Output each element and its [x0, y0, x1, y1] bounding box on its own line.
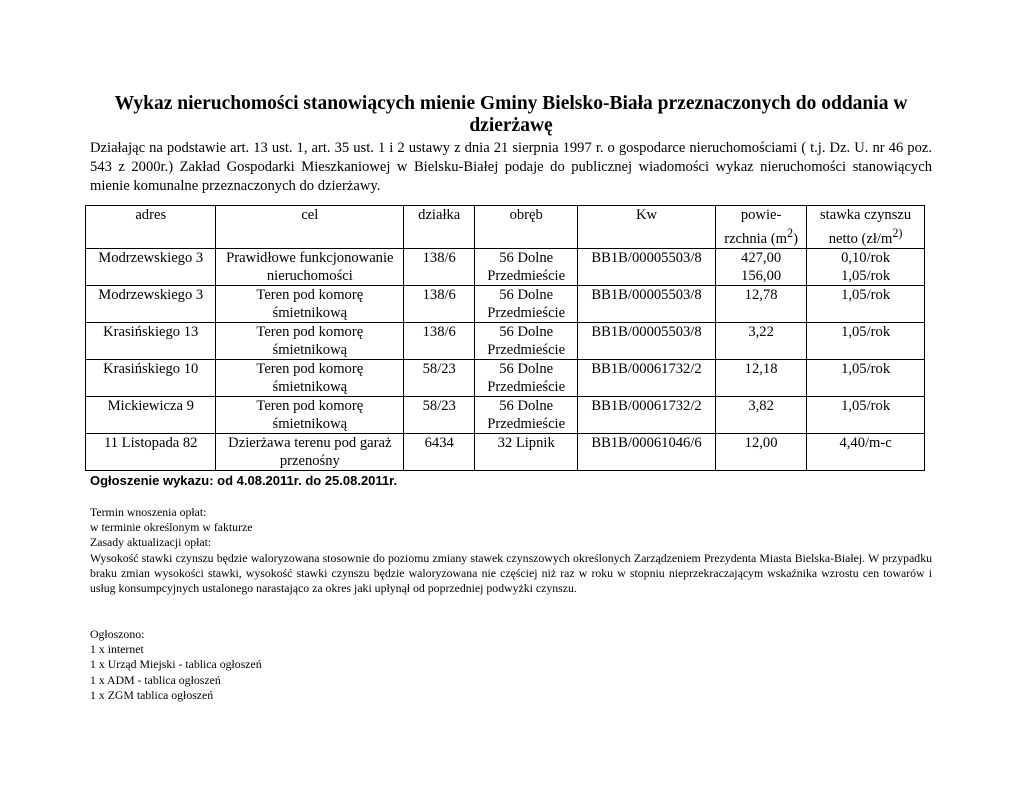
cell-dzialka: 58/23 — [404, 359, 475, 396]
cell-cel-line: śmietnikową — [272, 415, 348, 432]
cell-kw: BB1B/00005503/8 — [578, 322, 716, 359]
intro-paragraph: Działając na podstawie art. 13 ust. 1, art. 35 ust. 1 i 2 ustawy z dnia 21 sierpnia 1997 r. o gospodarce nieruchomościami ( t.j. Dz. U. nr 46 poz. 543 z 2000r.) Zakład Gospodarki Mieszkaniowej w Bielsku-Białej podaje do publicznej wiadomości wykaz nieruchomości stanowiących mienie komunalne przeznaczonych do dzierżawy. — [90, 140, 932, 194]
cell-cel-line: Teren pod komorę — [256, 397, 364, 414]
posted-list — [90, 627, 932, 703]
cell-obreb-line: 56 Dolne — [499, 397, 554, 414]
cell-cel-line: Prawidłowe funkcjonowanie — [226, 249, 394, 266]
table-body — [86, 248, 925, 470]
cell-powierzchnia — [716, 322, 807, 359]
header-powierzchnia-text: rzchnia (m — [724, 230, 788, 247]
cell-cel-line: śmietnikową — [272, 341, 348, 358]
table-row — [86, 396, 925, 433]
cell-obreb — [475, 396, 578, 433]
cell-stawka — [807, 285, 925, 322]
header-cel: cel — [216, 206, 404, 249]
cell-cel-line: Dzierżawa terenu pod garaż — [228, 434, 392, 451]
cell-kw: BB1B/00005503/8 — [578, 285, 716, 322]
cell-obreb-line: Przedmieście — [487, 415, 566, 432]
header-kw: Kw — [578, 206, 716, 249]
cell-stawka-line: 1,05/rok — [841, 360, 891, 377]
cell-dzialka: 138/6 — [404, 248, 475, 285]
cell-cel-line: śmietnikową — [272, 304, 348, 321]
cell-stawka-line: 0,10/rok — [841, 249, 891, 266]
cell-dzialka: 6434 — [404, 433, 475, 470]
cell-powierzchnia-line: 427,00 — [741, 249, 782, 266]
cell-stawka — [807, 359, 925, 396]
table-row — [86, 433, 925, 470]
cell-cel-line: Teren pod komorę — [256, 360, 364, 377]
cell-stawka-line: 1,05/rok — [841, 267, 891, 284]
cell-obreb-line: 56 Dolne — [499, 286, 554, 303]
posted-item: 1 x ZGM tablica ogłoszeń — [90, 687, 214, 702]
header-obreb: obręb — [475, 206, 578, 249]
cell-cel-line: śmietnikową — [272, 378, 348, 395]
cell-cel-line: Teren pod komorę — [256, 286, 364, 303]
cell-obreb — [475, 322, 578, 359]
cell-kw: BB1B/00061732/2 — [578, 359, 716, 396]
cell-stawka — [807, 396, 925, 433]
cell-powierzchnia — [716, 248, 807, 285]
posted-label: Ogłoszono: — [90, 626, 145, 641]
page-title: Wykaz nieruchomości stanowiących mienie Gminy Bielsko-Biała przeznaczonych do oddania w dzierżawę — [114, 93, 908, 136]
cell-powierzchnia-line: 3,82 — [748, 397, 774, 414]
cell-obreb-line: 32 Lipnik — [497, 434, 555, 451]
cell-stawka-line: 1,05/rok — [841, 286, 891, 303]
cell-obreb — [475, 285, 578, 322]
property-table — [85, 205, 925, 471]
cell-cel — [216, 396, 404, 433]
cell-powierzchnia-line: 12,00 — [744, 434, 778, 451]
cell-adres: Krasińskiego 10 — [86, 359, 216, 396]
cell-obreb — [475, 248, 578, 285]
cell-powierzchnia-line: 3,22 — [748, 323, 774, 340]
header-stawka-text: netto (zł/m — [828, 230, 893, 247]
cell-kw: BB1B/00061732/2 — [578, 396, 716, 433]
cell-dzialka: 138/6 — [404, 285, 475, 322]
cell-cel — [216, 322, 404, 359]
cell-powierzchnia-line: 12,78 — [744, 286, 778, 303]
table-row — [86, 322, 925, 359]
cell-stawka-line: 1,05/rok — [841, 397, 891, 414]
cell-dzialka: 58/23 — [404, 396, 475, 433]
cell-adres: Krasińskiego 13 — [86, 322, 216, 359]
cell-cel-line: przenośny — [279, 452, 340, 469]
cell-stawka — [807, 322, 925, 359]
table-row — [86, 359, 925, 396]
header-powierzchnia-line2 — [718, 224, 804, 248]
posted-item: 1 x ADM - tablica ogłoszeń — [90, 672, 221, 687]
cell-obreb-line: Przedmieście — [487, 267, 566, 284]
cell-powierzchnia — [716, 433, 807, 470]
cell-obreb-line: 56 Dolne — [499, 249, 554, 266]
update-rules-text: Wysokość stawki czynszu będzie waloryzowana stosownie do poziomu zmiany stawek czynszowych określonych Zarządzeniem Prezydenta Miasta Bielska-Białej. W przypadku braku zmian wysokości stawki, wysokość stawki czynszu będzie waloryzowana nie częściej niż raz w roku w stopniu nieprzekraczającym wskaźnika wzrostu cen towarów i usług konsumpcyjnych ustalonego narastająco za okres jaki upłynął od poprzedniej podwyżki czynszu. — [90, 550, 932, 596]
header-stawka-line2 — [809, 224, 922, 248]
cell-obreb-line: Przedmieście — [487, 304, 566, 321]
cell-powierzchnia — [716, 285, 807, 322]
cell-obreb — [475, 433, 578, 470]
cell-obreb — [475, 359, 578, 396]
cell-cel-line: Teren pod komorę — [256, 323, 364, 340]
header-stawka — [807, 206, 925, 249]
cell-cel — [216, 248, 404, 285]
header-powierzchnia — [716, 206, 807, 249]
header-powierzchnia-close: ) — [793, 230, 798, 247]
cell-adres: Mickiewicza 9 — [86, 396, 216, 433]
cell-powierzchnia-line: 156,00 — [741, 267, 782, 284]
cell-adres: 11 Listopada 82 — [86, 433, 216, 470]
header-powierzchnia-sup: 2 — [787, 226, 794, 240]
update-rules-label: Zasady aktualizacji opłat: — [90, 535, 212, 550]
cell-cel — [216, 433, 404, 470]
cell-stawka-line: 4,40/m-c — [839, 434, 892, 451]
cell-stawka-line: 1,05/rok — [841, 323, 891, 340]
cell-adres: Modrzewskiego 3 — [86, 285, 216, 322]
cell-powierzchnia — [716, 396, 807, 433]
cell-powierzchnia-line: 12,18 — [744, 360, 778, 377]
cell-kw: BB1B/00061046/6 — [578, 433, 716, 470]
cell-obreb-line: 56 Dolne — [499, 323, 554, 340]
header-stawka-line1: stawka czynszu — [820, 207, 912, 223]
table-header-row — [86, 206, 925, 249]
cell-kw: BB1B/00005503/8 — [578, 248, 716, 285]
posted-item: 1 x Urząd Miejski - tablica ogłoszeń — [90, 657, 262, 672]
payment-deadline-label: Termin wnoszenia opłat: — [90, 504, 207, 519]
header-adres: adres — [86, 206, 216, 249]
cell-dzialka: 138/6 — [404, 322, 475, 359]
cell-obreb-line: Przedmieście — [487, 378, 566, 395]
cell-cel — [216, 359, 404, 396]
table-row — [86, 248, 925, 285]
cell-obreb-line: 56 Dolne — [499, 360, 554, 377]
header-dzialka: działka — [404, 206, 475, 249]
cell-obreb-line: Przedmieście — [487, 341, 566, 358]
cell-cel-line: nieruchomości — [266, 267, 353, 284]
cell-cel — [216, 285, 404, 322]
header-stawka-sup: 2) — [892, 226, 903, 240]
cell-adres: Modrzewskiego 3 — [86, 248, 216, 285]
cell-powierzchnia — [716, 359, 807, 396]
table-row — [86, 285, 925, 322]
document-page — [90, 93, 932, 703]
payment-terms — [90, 505, 932, 597]
cell-stawka — [807, 248, 925, 285]
announcement-period: Ogłoszenie wykazu: od 4.08.2011r. do 25.08.2011r. — [90, 472, 398, 488]
header-powierzchnia-line1: powie- — [740, 207, 782, 223]
posted-item: 1 x internet — [90, 641, 144, 656]
payment-deadline-value: w terminie określonym w fakturze — [90, 520, 253, 535]
cell-stawka — [807, 433, 925, 470]
